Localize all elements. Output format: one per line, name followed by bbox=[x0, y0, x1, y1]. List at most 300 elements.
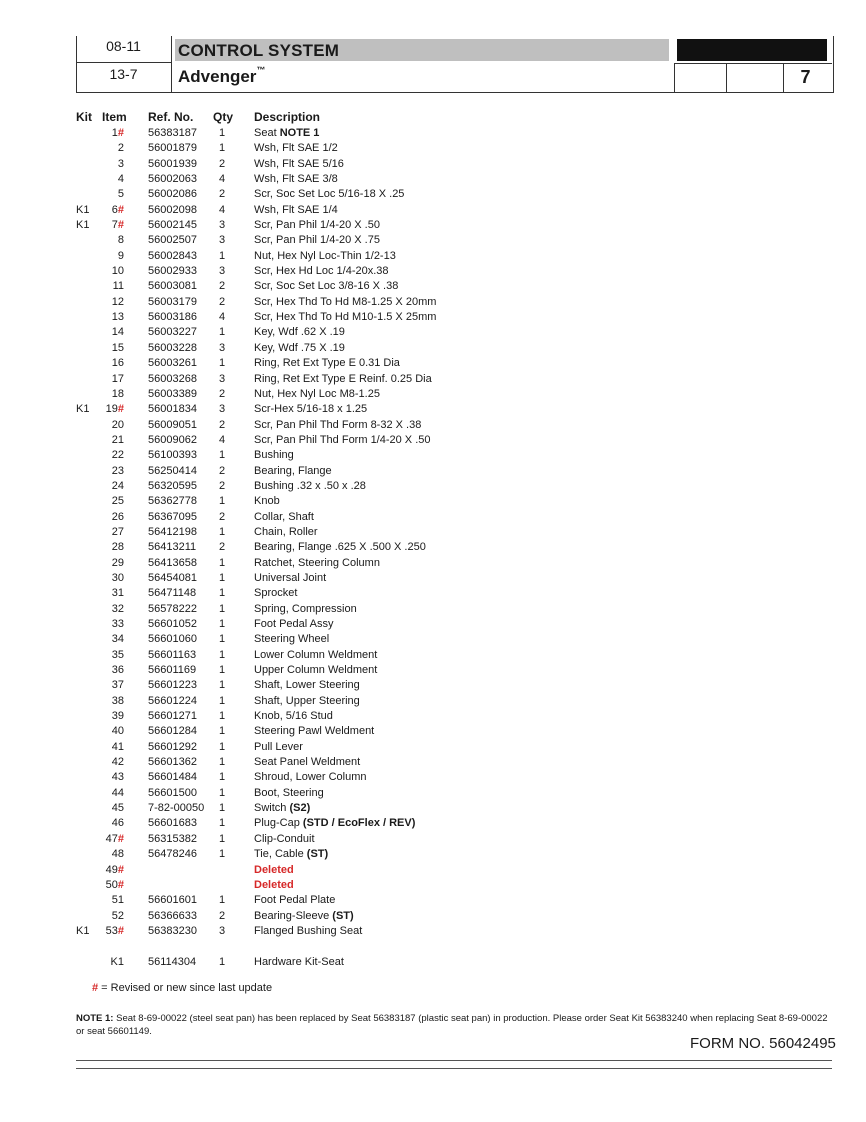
qty-cell: 2 bbox=[219, 418, 226, 431]
ref-number-cell: 56383230 bbox=[148, 924, 197, 937]
description-text: Clip-Conduit bbox=[254, 832, 315, 845]
item-number: 8 bbox=[117, 234, 124, 247]
qty-cell: 1 bbox=[219, 694, 226, 707]
trademark-symbol: ™ bbox=[256, 65, 266, 75]
table-row bbox=[0, 479, 866, 494]
description-cell bbox=[254, 678, 360, 693]
description-cell bbox=[254, 816, 415, 831]
item-cell bbox=[96, 878, 124, 893]
ref-number-cell: 56100393 bbox=[148, 449, 197, 462]
description-cell bbox=[254, 341, 345, 356]
kit-cell: K1 bbox=[76, 203, 90, 216]
ref-number-cell: 56601223 bbox=[148, 679, 197, 692]
ref-number-cell: 56003081 bbox=[148, 280, 197, 293]
revision-mark: # bbox=[92, 982, 99, 994]
description-cell bbox=[254, 264, 389, 279]
qty-cell: 1 bbox=[219, 848, 226, 861]
model-name: Advenger™ bbox=[178, 65, 266, 86]
item-number: 46 bbox=[111, 817, 124, 830]
item-number: 49 bbox=[105, 863, 118, 876]
item-cell bbox=[96, 832, 124, 847]
description-text: Scr, Soc Set Loc 3/8-16 X .38 bbox=[254, 280, 399, 293]
table-row bbox=[0, 141, 866, 156]
table-row bbox=[0, 893, 866, 908]
bottom-rule bbox=[76, 1068, 832, 1069]
ref-number-cell: 56001939 bbox=[148, 157, 197, 170]
item-number: 38 bbox=[111, 694, 124, 707]
description-cell bbox=[254, 724, 374, 739]
description-text: Scr, Pan Phil 1/4-20 X .75 bbox=[254, 234, 380, 247]
table-row bbox=[0, 924, 866, 939]
table-row bbox=[0, 863, 866, 878]
qty-cell: 2 bbox=[219, 280, 226, 293]
qty-cell: 2 bbox=[219, 464, 226, 477]
item-cell bbox=[96, 724, 124, 739]
table-row bbox=[0, 203, 866, 218]
item-cell bbox=[96, 279, 124, 294]
item-cell bbox=[96, 372, 124, 387]
item-number: 51 bbox=[111, 894, 124, 907]
description-text: Foot Pedal Plate bbox=[254, 894, 336, 907]
ref-number-cell: 56003261 bbox=[148, 357, 197, 370]
description-cell bbox=[254, 740, 303, 755]
item-cell bbox=[96, 909, 124, 924]
table-row bbox=[0, 571, 866, 586]
qty-cell: 1 bbox=[219, 710, 226, 723]
table-row bbox=[0, 525, 866, 540]
item-number: 16 bbox=[111, 357, 124, 370]
table-row bbox=[0, 847, 866, 862]
revision-mark: # bbox=[117, 403, 124, 416]
qty-cell: 1 bbox=[219, 786, 226, 799]
item-cell bbox=[96, 356, 124, 371]
item-number: 37 bbox=[111, 679, 124, 692]
description-text: Knob bbox=[254, 495, 280, 508]
qty-cell: 2 bbox=[219, 510, 226, 523]
item-number: 44 bbox=[111, 786, 124, 799]
item-number: 14 bbox=[111, 326, 124, 339]
table-row bbox=[0, 832, 866, 847]
item-number: 32 bbox=[111, 602, 124, 615]
ref-number-cell: 56601224 bbox=[148, 694, 197, 707]
table-row bbox=[0, 586, 866, 601]
qty-cell: 1 bbox=[219, 587, 226, 600]
description-text: Scr, Hex Thd To Hd M8-1.25 X 20mm bbox=[254, 295, 437, 308]
item-cell bbox=[96, 402, 124, 417]
description-cell bbox=[254, 801, 310, 816]
row-spacer bbox=[0, 939, 866, 954]
description-text: Upper Column Weldment bbox=[254, 664, 378, 677]
table-row bbox=[0, 372, 866, 387]
item-cell bbox=[96, 955, 124, 970]
section-number: 7 bbox=[800, 67, 811, 87]
ref-number-cell: 56601292 bbox=[148, 740, 197, 753]
description-cell bbox=[254, 556, 380, 571]
qty-cell: 1 bbox=[219, 740, 226, 753]
item-number: 24 bbox=[111, 479, 124, 492]
item-number: 29 bbox=[111, 556, 124, 569]
table-row bbox=[0, 678, 866, 693]
ref-number-cell: 56003186 bbox=[148, 311, 197, 324]
description-cell bbox=[254, 418, 421, 433]
description-cell bbox=[254, 709, 333, 724]
item-cell bbox=[96, 617, 124, 632]
description-emphasis: (ST) bbox=[332, 909, 354, 922]
item-number: 45 bbox=[111, 802, 124, 815]
description-text: Flanged Bushing Seat bbox=[254, 924, 363, 937]
description-text: Wsh, Flt SAE 1/4 bbox=[254, 203, 338, 216]
description-cell bbox=[254, 387, 380, 402]
item-number: 40 bbox=[111, 725, 124, 738]
table-row bbox=[0, 648, 866, 663]
item-number: 31 bbox=[111, 587, 124, 600]
qty-cell: 2 bbox=[219, 157, 226, 170]
table-row bbox=[0, 157, 866, 172]
description-cell bbox=[254, 279, 398, 294]
item-number: 28 bbox=[111, 541, 124, 554]
description-text: Wsh, Flt SAE 5/16 bbox=[254, 157, 344, 170]
qty-cell: 1 bbox=[219, 679, 226, 692]
description-text: Bushing .32 x .50 x .28 bbox=[254, 479, 366, 492]
qty-cell: 1 bbox=[219, 894, 226, 907]
description-cell bbox=[254, 479, 366, 494]
revision-mark: # bbox=[117, 863, 124, 876]
qty-cell: 3 bbox=[219, 372, 226, 385]
table-row bbox=[0, 126, 866, 141]
kit-cell: K1 bbox=[76, 924, 90, 937]
description-cell bbox=[254, 448, 294, 463]
description-text: Universal Joint bbox=[254, 571, 327, 584]
item-number: 36 bbox=[111, 664, 124, 677]
table-row bbox=[0, 418, 866, 433]
item-number: 39 bbox=[111, 710, 124, 723]
item-number: 12 bbox=[111, 295, 124, 308]
description-text: Collar, Shaft bbox=[254, 510, 314, 523]
item-number: 53 bbox=[105, 924, 118, 937]
item-cell bbox=[96, 663, 124, 678]
item-number: 3 bbox=[117, 157, 124, 170]
item-cell bbox=[96, 310, 124, 325]
qty-cell: 4 bbox=[219, 433, 226, 446]
item-number: 25 bbox=[111, 495, 124, 508]
qty-cell: 2 bbox=[219, 295, 226, 308]
description-text: Chain, Roller bbox=[254, 525, 318, 538]
description-text: Key, Wdf .75 X .19 bbox=[254, 341, 345, 354]
item-number: 50 bbox=[105, 878, 118, 891]
table-row bbox=[0, 755, 866, 770]
table-row bbox=[0, 172, 866, 187]
item-number: 17 bbox=[111, 372, 124, 385]
table-row bbox=[0, 279, 866, 294]
item-cell bbox=[96, 249, 124, 264]
header-divider bbox=[674, 63, 675, 92]
qty-cell: 1 bbox=[219, 664, 226, 677]
description-text: Steering Wheel bbox=[254, 633, 330, 646]
item-cell bbox=[96, 387, 124, 402]
description-cell bbox=[254, 356, 400, 371]
description-text: Tie, Cable bbox=[254, 848, 307, 861]
description-cell bbox=[254, 663, 377, 678]
revision-mark: # bbox=[117, 878, 124, 891]
item-number: 27 bbox=[111, 525, 124, 538]
description-cell bbox=[254, 295, 436, 310]
description-text: Scr, Hex Hd Loc 1/4-20x.38 bbox=[254, 265, 389, 278]
item-number: 9 bbox=[117, 249, 124, 262]
ref-number-cell: 56601060 bbox=[148, 633, 197, 646]
item-number: 7 bbox=[111, 219, 118, 232]
qty-cell: 2 bbox=[219, 188, 226, 201]
item-cell bbox=[96, 341, 124, 356]
ref-number-cell: 56003389 bbox=[148, 387, 197, 400]
ref-number-cell: 56003228 bbox=[148, 341, 197, 354]
ref-number-cell: 56320595 bbox=[148, 479, 197, 492]
column-header-item: Item bbox=[102, 110, 127, 124]
ref-number-cell: 56250414 bbox=[148, 464, 197, 477]
ref-number-cell: 56601601 bbox=[148, 894, 197, 907]
table-row bbox=[0, 617, 866, 632]
ref-number-cell: 56366633 bbox=[148, 909, 197, 922]
qty-cell: 3 bbox=[219, 234, 226, 247]
item-number: 41 bbox=[111, 740, 124, 753]
item-cell bbox=[96, 295, 124, 310]
revision-legend bbox=[92, 982, 272, 994]
item-number: 30 bbox=[111, 571, 124, 584]
item-cell bbox=[96, 602, 124, 617]
description-cell bbox=[254, 325, 345, 340]
description-cell bbox=[254, 310, 436, 325]
table-row bbox=[0, 724, 866, 739]
item-cell bbox=[96, 525, 124, 540]
qty-cell: 1 bbox=[219, 633, 226, 646]
legend-text: = Revised or new since last update bbox=[98, 982, 273, 994]
description-text: Seat bbox=[254, 127, 280, 139]
ref-number-cell: 56454081 bbox=[148, 571, 197, 584]
qty-cell: 1 bbox=[219, 832, 226, 845]
description-cell bbox=[254, 863, 294, 878]
description-cell bbox=[254, 586, 297, 601]
qty-cell: 3 bbox=[219, 341, 226, 354]
description-cell bbox=[254, 126, 319, 141]
ref-number-cell: 56367095 bbox=[148, 510, 197, 523]
description-emphasis: (ST) bbox=[306, 848, 329, 861]
item-number: 1 bbox=[111, 127, 118, 139]
description-cell bbox=[254, 893, 335, 908]
description-cell bbox=[254, 755, 360, 770]
note-label: NOTE 1: bbox=[76, 1013, 114, 1024]
item-cell bbox=[96, 571, 124, 586]
description-text: Scr, Pan Phil Thd Form 1/4-20 X .50 bbox=[254, 433, 431, 446]
description-text: Seat Panel Weldment bbox=[254, 756, 361, 769]
ref-number-cell: 56362778 bbox=[148, 495, 197, 508]
item-cell bbox=[96, 816, 124, 831]
item-number: 6 bbox=[111, 203, 118, 216]
qty-cell: 1 bbox=[219, 771, 226, 784]
deleted-label: Deleted bbox=[254, 878, 294, 891]
table-row bbox=[0, 187, 866, 202]
description-cell bbox=[254, 187, 404, 202]
ref-number-cell: 56114304 bbox=[148, 955, 197, 968]
description-emphasis: (STD / EcoFlex / REV) bbox=[302, 817, 416, 830]
item-cell bbox=[96, 893, 124, 908]
qty-cell: 3 bbox=[219, 924, 226, 937]
kit-cell: K1 bbox=[76, 403, 90, 416]
ref-number-cell: 56601683 bbox=[148, 817, 197, 830]
item-number: K1 bbox=[110, 955, 124, 968]
item-cell bbox=[96, 464, 124, 479]
table-row bbox=[0, 801, 866, 816]
table-row bbox=[0, 770, 866, 785]
description-cell bbox=[254, 924, 362, 939]
description-text: Foot Pedal Assy bbox=[254, 618, 334, 630]
table-row bbox=[0, 740, 866, 755]
ref-number-cell: 7-82-00050 bbox=[148, 802, 205, 815]
item-cell bbox=[96, 755, 124, 770]
ref-number-cell: 56471148 bbox=[148, 587, 197, 600]
table-row bbox=[0, 448, 866, 463]
item-cell bbox=[96, 924, 124, 939]
description-cell bbox=[254, 203, 338, 218]
header-divider bbox=[171, 36, 172, 92]
header-divider bbox=[76, 62, 171, 63]
item-number: 48 bbox=[111, 848, 124, 861]
qty-cell: 1 bbox=[219, 127, 226, 139]
item-cell bbox=[96, 510, 124, 525]
table-row bbox=[0, 540, 866, 555]
item-cell bbox=[96, 786, 124, 801]
item-cell bbox=[96, 479, 124, 494]
description-cell bbox=[254, 172, 338, 187]
deleted-label: Deleted bbox=[254, 863, 294, 876]
description-text: Ring, Ret Ext Type E Reinf. 0.25 Dia bbox=[254, 372, 432, 385]
kit-cell: K1 bbox=[76, 219, 90, 232]
description-text: Bearing-Sleeve bbox=[254, 909, 333, 922]
description-cell bbox=[254, 141, 338, 156]
parts-list bbox=[0, 126, 866, 970]
revision-mark: # bbox=[117, 832, 124, 845]
qty-cell: 2 bbox=[219, 479, 226, 492]
qty-cell: 3 bbox=[219, 403, 226, 416]
table-row bbox=[0, 325, 866, 340]
ref-number-cell: 56315382 bbox=[148, 832, 197, 845]
description-cell bbox=[254, 464, 332, 479]
table-row bbox=[0, 233, 866, 248]
table-row bbox=[0, 218, 866, 233]
description-cell bbox=[254, 632, 329, 647]
table-row bbox=[0, 955, 866, 970]
ref-number-cell: 56003268 bbox=[148, 372, 197, 385]
ref-number-cell: 56002843 bbox=[148, 249, 197, 262]
description-text: Nut, Hex Nyl Loc M8-1.25 bbox=[254, 387, 380, 400]
qty-cell: 3 bbox=[219, 219, 226, 232]
item-number: 52 bbox=[111, 909, 124, 922]
black-bar bbox=[677, 39, 827, 61]
description-text: Lower Column Weldment bbox=[254, 648, 378, 661]
item-cell bbox=[96, 494, 124, 509]
item-cell bbox=[96, 172, 124, 187]
revision-mark: # bbox=[117, 924, 124, 937]
item-cell bbox=[96, 648, 124, 663]
item-cell bbox=[96, 740, 124, 755]
qty-cell: 3 bbox=[219, 265, 226, 278]
qty-cell: 1 bbox=[219, 449, 226, 462]
qty-cell: 1 bbox=[219, 556, 226, 569]
qty-cell: 4 bbox=[219, 173, 226, 186]
description-cell bbox=[254, 602, 357, 617]
table-row bbox=[0, 249, 866, 264]
item-cell bbox=[96, 187, 124, 202]
header-divider bbox=[674, 63, 832, 64]
ref-number-cell: 56478246 bbox=[148, 848, 197, 861]
qty-cell: 1 bbox=[219, 357, 226, 370]
description-text: Shaft, Lower Steering bbox=[254, 679, 360, 692]
ref-number-cell: 56601362 bbox=[148, 756, 197, 769]
section-title: CONTROL SYSTEM bbox=[178, 41, 340, 60]
qty-cell: 1 bbox=[219, 495, 226, 508]
qty-cell: 4 bbox=[219, 203, 226, 216]
description-cell bbox=[254, 233, 380, 248]
item-number: 19 bbox=[105, 403, 118, 416]
ref-number-cell: 56002098 bbox=[148, 203, 197, 216]
qty-cell: 2 bbox=[219, 541, 226, 554]
item-cell bbox=[96, 264, 124, 279]
item-cell bbox=[96, 448, 124, 463]
item-number: 22 bbox=[111, 449, 124, 462]
item-cell bbox=[96, 847, 124, 862]
qty-cell: 1 bbox=[219, 756, 226, 769]
description-cell bbox=[254, 832, 315, 847]
ref-number-cell: 56601500 bbox=[148, 786, 197, 799]
description-text: Bearing, Flange .625 X .500 X .250 bbox=[254, 541, 426, 554]
item-cell bbox=[96, 157, 124, 172]
column-header-description: Description bbox=[254, 110, 321, 124]
description-cell bbox=[254, 540, 426, 555]
qty-cell: 1 bbox=[219, 249, 226, 262]
description-cell bbox=[254, 617, 334, 632]
description-text: Hardware Kit-Seat bbox=[254, 955, 344, 968]
item-number: 13 bbox=[111, 311, 124, 324]
item-cell bbox=[96, 709, 124, 724]
item-cell bbox=[96, 203, 124, 218]
item-number: 21 bbox=[111, 433, 124, 446]
ref-number-cell: 56413658 bbox=[148, 556, 197, 569]
item-number: 5 bbox=[117, 188, 124, 201]
qty-cell: 1 bbox=[219, 725, 226, 738]
item-cell bbox=[96, 863, 124, 878]
table-row bbox=[0, 356, 866, 371]
table-row bbox=[0, 694, 866, 709]
qty-cell: 1 bbox=[219, 955, 226, 968]
ref-number-cell: 56003227 bbox=[148, 326, 197, 339]
description-cell bbox=[254, 909, 354, 924]
item-cell bbox=[96, 233, 124, 248]
table-row bbox=[0, 387, 866, 402]
description-cell bbox=[254, 157, 344, 172]
item-number: 43 bbox=[111, 771, 124, 784]
ref-number-cell: 56601169 bbox=[148, 664, 197, 677]
ref-number-cell: 56002145 bbox=[148, 219, 197, 232]
ref-number-cell: 56601284 bbox=[148, 725, 197, 738]
description-cell bbox=[254, 218, 380, 233]
description-cell bbox=[254, 694, 360, 709]
item-number: 23 bbox=[111, 464, 124, 477]
description-cell bbox=[254, 372, 432, 387]
description-text: Scr, Pan Phil 1/4-20 X .50 bbox=[254, 219, 380, 232]
table-row bbox=[0, 663, 866, 678]
description-cell bbox=[254, 494, 280, 509]
description-text: Scr, Pan Phil Thd Form 8-32 X .38 bbox=[254, 418, 422, 431]
table-row bbox=[0, 295, 866, 310]
item-cell bbox=[96, 770, 124, 785]
